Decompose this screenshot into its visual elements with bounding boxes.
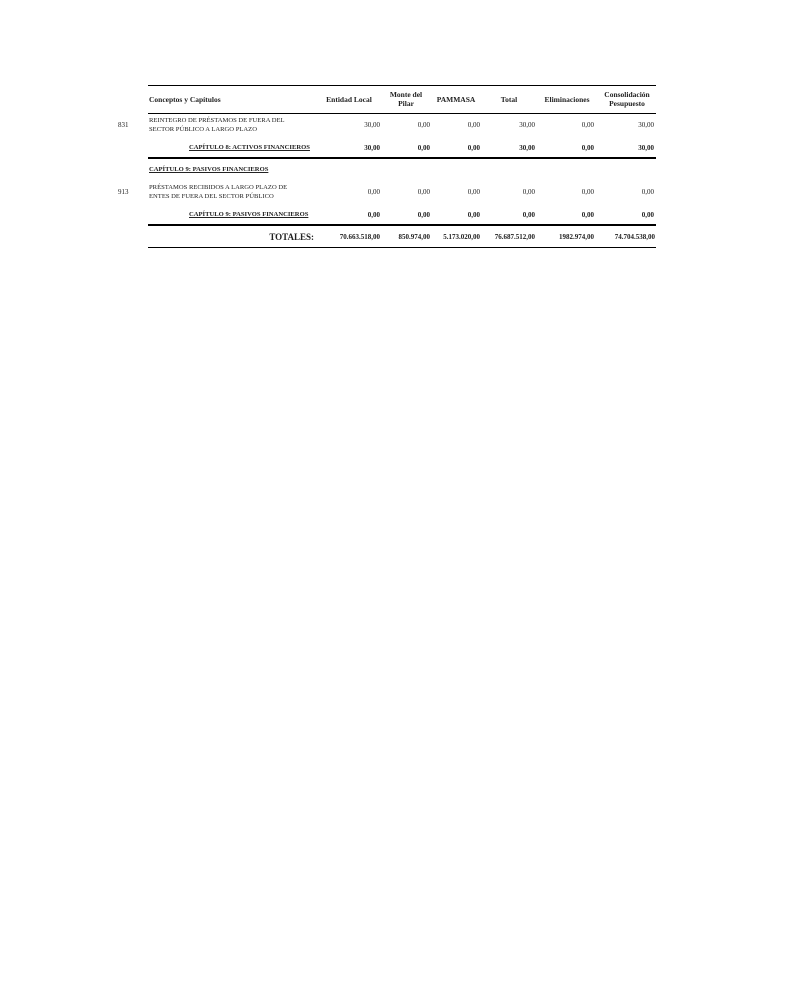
header-consol-line1: Consolidación bbox=[604, 90, 650, 99]
row-code: 831 bbox=[118, 121, 129, 129]
chapter8-value-eliminaciones: 0,00 bbox=[581, 144, 594, 152]
row-concept-line1: REINTEGRO DE PRÉSTAMOS DE FUERA DEL bbox=[149, 117, 285, 124]
header-eliminaciones: Eliminaciones bbox=[544, 95, 590, 104]
row-value-pammasa: 0,00 bbox=[467, 121, 480, 129]
chapter-separator bbox=[148, 157, 656, 159]
row-concept bbox=[149, 183, 319, 201]
totals-label: TOTALES: bbox=[269, 232, 314, 242]
header-consol-line2: Pesupuesto bbox=[609, 99, 645, 108]
chapter9-value-monte-del-pilar: 0,00 bbox=[417, 211, 430, 219]
row-value-consolidacion: 0,00 bbox=[641, 188, 654, 196]
chapter9-heading: CAPÍTULO 9: PASIVOS FINANCIEROS bbox=[149, 166, 269, 173]
chapter9-value-consolidacion: 0,00 bbox=[641, 211, 654, 219]
chapter9-value-eliminaciones: 0,00 bbox=[581, 211, 594, 219]
row-value-monte-del-pilar: 0,00 bbox=[417, 121, 430, 129]
header-concept: Conceptos y Capítulos bbox=[149, 95, 221, 104]
header-monte-line2: Pilar bbox=[398, 99, 414, 108]
header-entidad-local: Entidad Local bbox=[326, 95, 372, 104]
chapter8-value-total: 30,00 bbox=[519, 144, 535, 152]
chapter8-value-entidad-local: 30,00 bbox=[364, 144, 380, 152]
chapter8-value-monte-del-pilar: 0,00 bbox=[417, 144, 430, 152]
row-value-pammasa: 0,00 bbox=[467, 188, 480, 196]
totals-value-monte-del-pilar: 850.974,00 bbox=[398, 233, 430, 241]
row-value-consolidacion: 30,00 bbox=[638, 121, 654, 129]
chapter9-value-entidad-local: 0,00 bbox=[367, 211, 380, 219]
row-value-entidad-local: 0,00 bbox=[367, 188, 380, 196]
row-code: 913 bbox=[118, 188, 129, 196]
totals-value-eliminaciones: 1982.974,00 bbox=[559, 233, 594, 241]
totals-value-pammasa: 5.173.020,00 bbox=[443, 233, 480, 241]
row-value-total: 0,00 bbox=[522, 188, 535, 196]
row-concept-line1: PRÉSTAMOS RECIBIDOS A LARGO PLAZO DE bbox=[149, 184, 288, 191]
chapter9-value-total: 0,00 bbox=[522, 211, 535, 219]
header-total: Total bbox=[500, 95, 518, 104]
header-monte-del-pilar bbox=[380, 90, 432, 108]
row-concept-line2: ENTES DE FUERA DEL SECTOR PÚBLICO bbox=[149, 193, 274, 200]
chapter8-total-label: CAPÍTULO 8: ACTIVOS FINANCIEROS bbox=[189, 144, 310, 151]
row-value-eliminaciones: 0,00 bbox=[581, 121, 594, 129]
totals-value-total: 76.687.512,00 bbox=[494, 233, 535, 241]
header-consolidacion bbox=[596, 90, 658, 108]
chapter9-total-label: CAPÍTULO 9: PASIVOS FINANCIEROS bbox=[189, 211, 309, 218]
bottom-rule bbox=[148, 247, 656, 248]
row-concept bbox=[149, 116, 319, 134]
top-rule bbox=[148, 85, 656, 86]
row-value-total: 30,00 bbox=[519, 121, 535, 129]
row-value-entidad-local: 30,00 bbox=[364, 121, 380, 129]
totals-value-consolidacion: 74.704.538,00 bbox=[614, 233, 655, 241]
totals-separator bbox=[148, 224, 656, 226]
chapter8-value-pammasa: 0,00 bbox=[467, 144, 480, 152]
totals-value-entidad-local: 70.663.518,00 bbox=[339, 233, 380, 241]
header-monte-line1: Monte del bbox=[389, 90, 423, 99]
header-pammasa: PAMMASA bbox=[436, 95, 476, 104]
row-value-monte-del-pilar: 0,00 bbox=[417, 188, 430, 196]
chapter8-value-consolidacion: 30,00 bbox=[638, 144, 654, 152]
header-rule bbox=[148, 113, 656, 114]
chapter9-value-pammasa: 0,00 bbox=[467, 211, 480, 219]
row-concept-line2: SECTOR PÚBLICO A LARGO PLAZO bbox=[149, 126, 257, 133]
row-value-eliminaciones: 0,00 bbox=[581, 188, 594, 196]
